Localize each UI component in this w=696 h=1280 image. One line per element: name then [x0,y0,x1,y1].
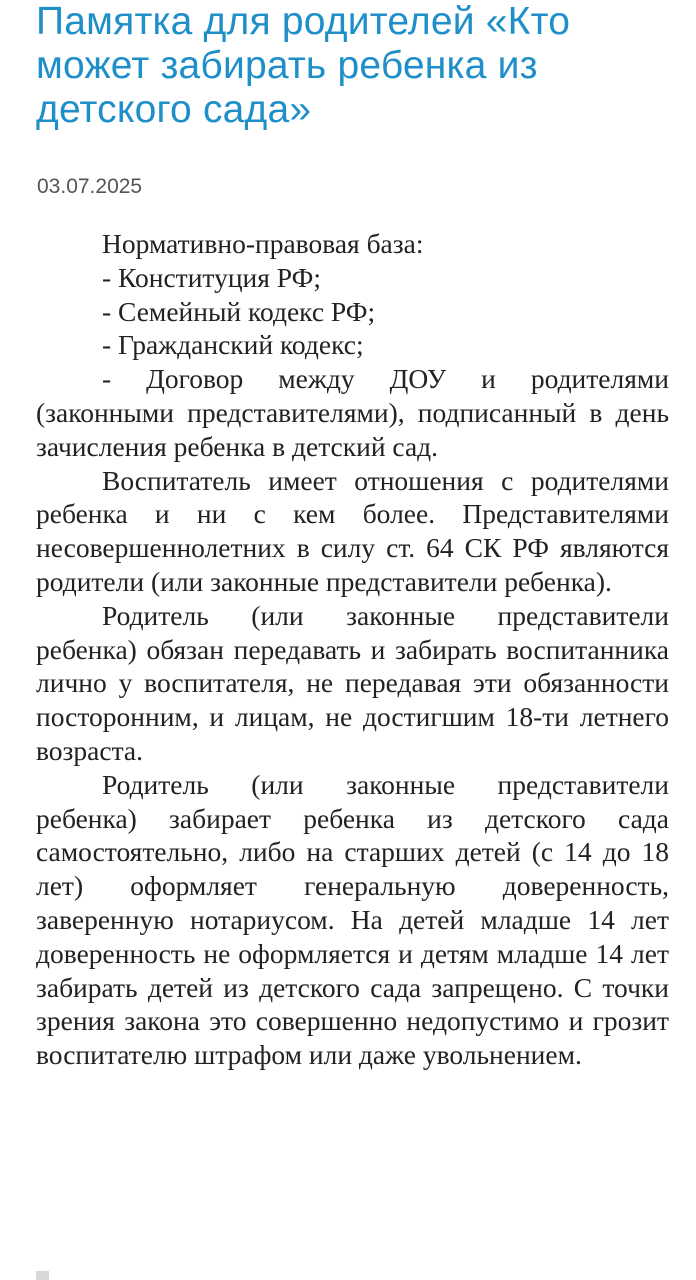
article-date: 03.07.2025 [37,175,143,198]
article-title: Памятка для родителей «Кто может забирать ребенка из детского сада» [36,0,571,131]
basis-item-family-code: - Семейный кодекс РФ; [102,295,376,327]
article-body [36,227,669,1072]
paragraph-pickup-rules: Родитель (или законные представители ребенка) забирает ребенка из детского сада самостоятельно, либо на старших детей (с 14 до 18 лет) оформляет генеральную доверенность, заверенную нотариусом. На детей младше 14 лет доверенность не оформляется и детям младше 14 лет забирать детей из детского сада запрещено. С точки зрения закона это совершенно недопустимо и грозит воспитателю штрафом или даже увольнением. [36,768,669,1071]
basis-item-contract: - Договор между ДОУ и родителями (законными представителями), подписанный в день зачисления ребенка в детский сад. [36,363,669,462]
scroll-indicator[interactable] [36,1271,49,1280]
basis-item-civil-code: - Гражданский кодекс; [102,329,364,361]
paragraph-parent-duties: Родитель (или законные представители ребенка) обязан передавать и забирать воспитанника лично у воспитателя, не передавая эти обязанности посторонним, и лицам, не достигшим 18-ти летнего возраста. [36,599,669,766]
basis-heading: Нормативно-правовая база: [102,228,424,259]
basis-item-constitution: - Конституция РФ; [102,261,321,293]
paragraph-educator-relations: Воспитатель имеет отношения с родителями ребенка и ни с кем более. Представителями несовершеннолетних в силу ст. 64 СК РФ являются родители (или законные представители ребенка). [36,464,669,597]
